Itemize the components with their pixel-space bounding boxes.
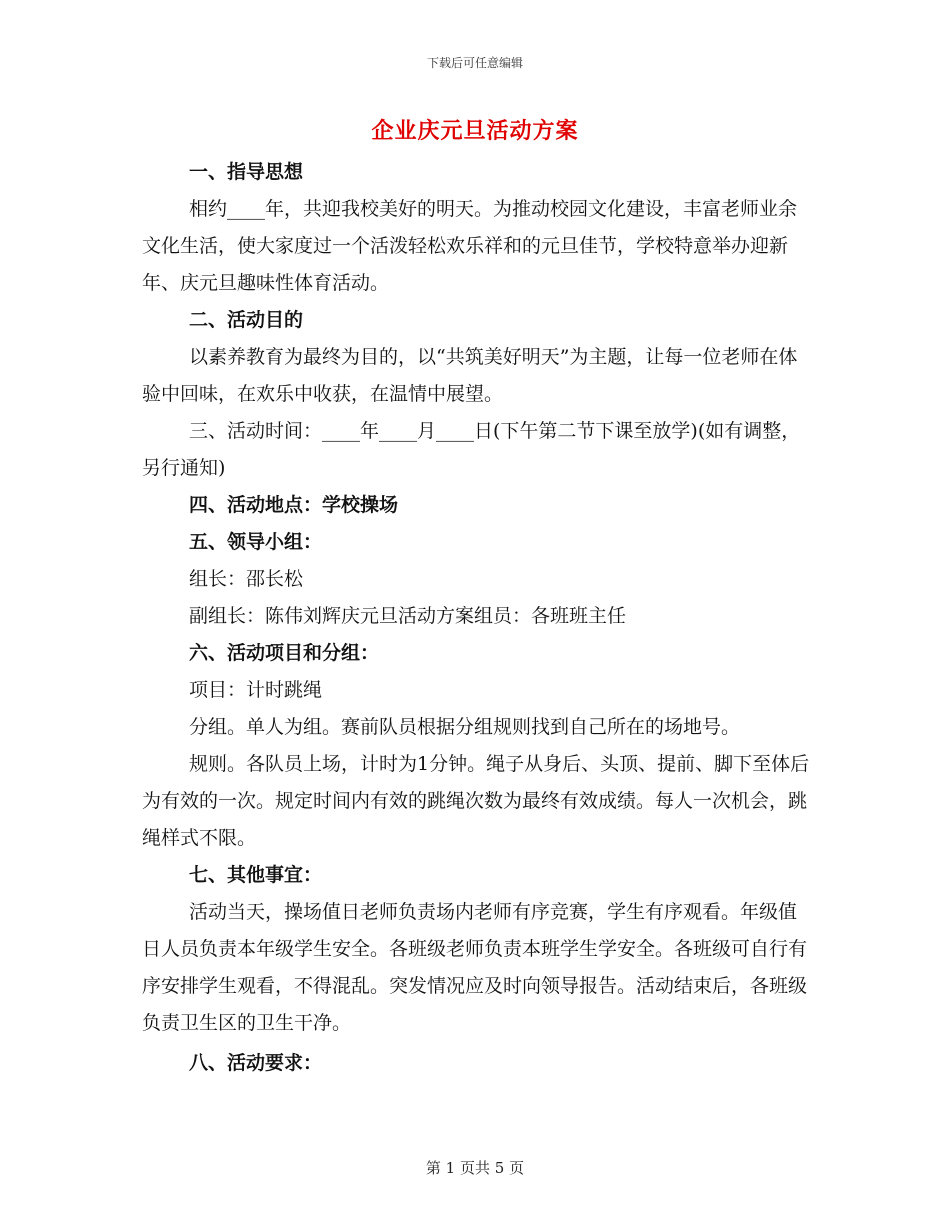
section-heading-other: 七、其他事宜：: [189, 864, 323, 886]
section-heading-leadership: 五、领导小组：: [189, 531, 323, 553]
rules-paragraph: 规则。各队员上场，计时为1分钟。绳子从身后、头顶、提前、脚下至体后为有效的一次。规定时间内有效的跳绳次数为最终有效成绩。每人一次机会，跳绳样式不限。: [142, 753, 810, 849]
section-heading-guiding-thought: 一、指导思想: [189, 161, 304, 183]
leader-line: 组长：邵长松: [189, 568, 304, 590]
section-activity-time: 三、活动时间：____年____月____日(下午第二节下课至放学)(如有调整，另行通知): [142, 420, 801, 479]
header-note: 下载后可任意编辑: [426, 56, 523, 70]
section-heading-items: 六、活动项目和分组：: [189, 642, 380, 664]
item-line: 项目：计时跳绳: [189, 679, 323, 701]
document-title: 企业庆元旦活动方案: [371, 119, 579, 144]
paragraph-guiding-thought: 相约____年，共迎我校美好的明天。为推动校园文化建设，丰富老师业余文化生活，使大家度过一个活泼轻松欢乐祥和的元旦佳节，学校特意举办迎新年、庆元旦趣味性体育活动。: [142, 198, 798, 294]
deputy-line: 副组长：陈伟刘辉庆元旦活动方案组员：各班班主任: [189, 605, 627, 627]
section-heading-requirements: 八、活动要求：: [189, 1052, 323, 1074]
paragraph-purpose: 以素养教育为最终为目的，以“共筑美好明天”为主题，让每一位老师在体验中回味，在欢乐中收获，在温情中展望。: [142, 346, 798, 405]
document-body: [142, 154, 810, 1082]
section-heading-purpose: 二、活动目的: [189, 309, 304, 331]
section-heading-location: 四、活动地点：学校操场: [189, 494, 399, 516]
page-footer: 第 1 页共 5 页: [425, 1159, 525, 1177]
group-line: 分组。单人为组。赛前队员根据分组规则找到自己所在的场地号。: [189, 716, 741, 738]
paragraph-other: 活动当天，操场值日老师负责场内老师有序竞赛，学生有序观看。年级值日人员负责本年级学生安全。各班级老师负责本班学生学安全。各班级可自行有序安排学生观看，不得混乱。突发情况应及时向领导报告。活动结束后，各班级负责卫生区的卫生干净。: [142, 901, 808, 1034]
